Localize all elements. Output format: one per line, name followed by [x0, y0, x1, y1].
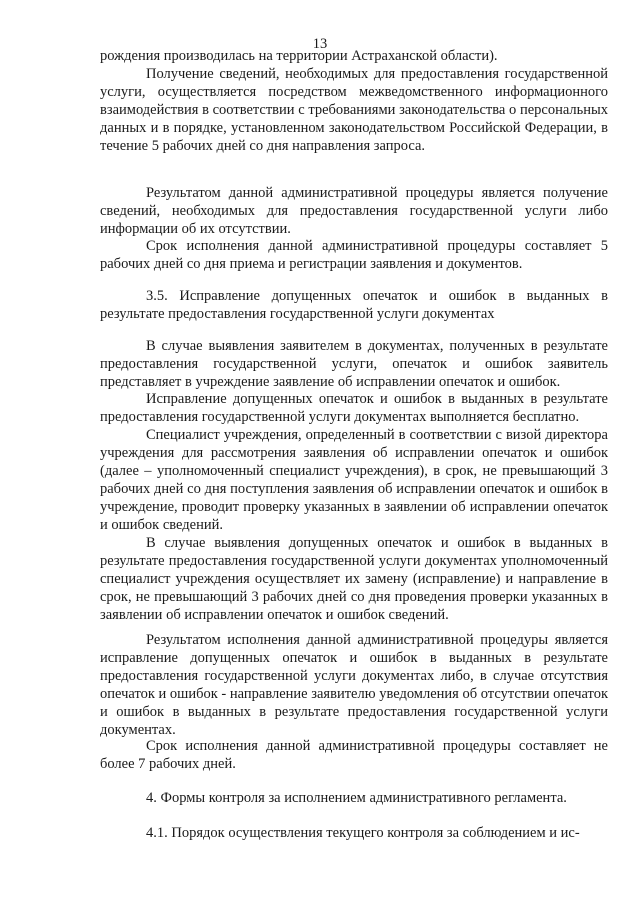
paragraph-result-info: Результатом данной административной процедуры является получение сведений, необходимых для предоставления государственной услуги либо информации об их отсутствии. — [100, 185, 608, 238]
page-number: 13 — [312, 36, 328, 52]
paragraph-result-correction: Результатом исполнения данной административной процедуры является исправление допущенных опечаток и ошибок в выданных в результате предоставления государственной услуги документах либо, в случае отсутствия опечаток и ошибок - направление заявителю уведомления об отсутствии опечаток и ошибок в выданных в результате предоставления государственной услуги документах. — [100, 632, 608, 739]
paragraph-applicant-errors: В случае выявления заявителем в документах, полученных в результате предоставления государственной услуги, опечаток и ошибок заявитель представляет в учреждение заявление об исправлении опечаток и ошибок. — [100, 338, 608, 391]
paragraph-info-request: Получение сведений, необходимых для предоставления государственной услуги, осуществляется посредством межведомственного информационного взаимодействия в соответствии с требованиями законодательства о персональных данных и в порядке, установленном законодательством Российской Федерации, в течение 5 рабочих дней со дня направления запроса. — [100, 66, 608, 155]
paragraph-continuation: рождения производилась на территории Астраханской области). — [100, 48, 498, 64]
section-heading-4-1: 4.1. Порядок осуществления текущего контроля за соблюдением и ис- — [146, 825, 580, 841]
paragraph-free-correction: Исправление допущенных опечаток и ошибок в выданных в результате предоставления государственной услуги документах выполняется бесплатно. — [100, 391, 608, 426]
section-heading-3-5: 3.5. Исправление допущенных опечаток и ошибок в выданных в результате предоставления государственной услуги документах — [100, 288, 608, 323]
paragraph-replacement: В случае выявления допущенных опечаток и ошибок в выданных в результате предоставления государственной услуги документах уполномоченный специалист учреждения осуществляет их замену (исправление) и направление в срок, не превышающий 3 рабочих дней со дня проведения проверки указанных в заявлении об исправлении опечаток и ошибок сведений. — [100, 535, 608, 624]
paragraph-deadline-7-days: Срок исполнения данной административной процедуры составляет не более 7 рабочих дней. — [100, 738, 608, 773]
paragraph-deadline-5-days: Срок исполнения данной административной процедуры составляет 5 рабочих дней со дня приема и регистрации заявления и документов. — [100, 238, 608, 273]
paragraph-specialist-check: Специалист учреждения, определенный в соответствии с визой директора учреждения для рассмотрения заявления об исправлении опечаток и ошибок (далее – уполномоченный специалист учреждения), в срок, не превышающий 3 рабочих дней со дня поступления заявления об исправлении опечаток и ошибок в учреждение, проводит проверку указанных в заявлении об исправлении опечаток и ошибок сведений. — [100, 427, 608, 534]
section-heading-4: 4. Формы контроля за исполнением административного регламента. — [146, 790, 567, 806]
